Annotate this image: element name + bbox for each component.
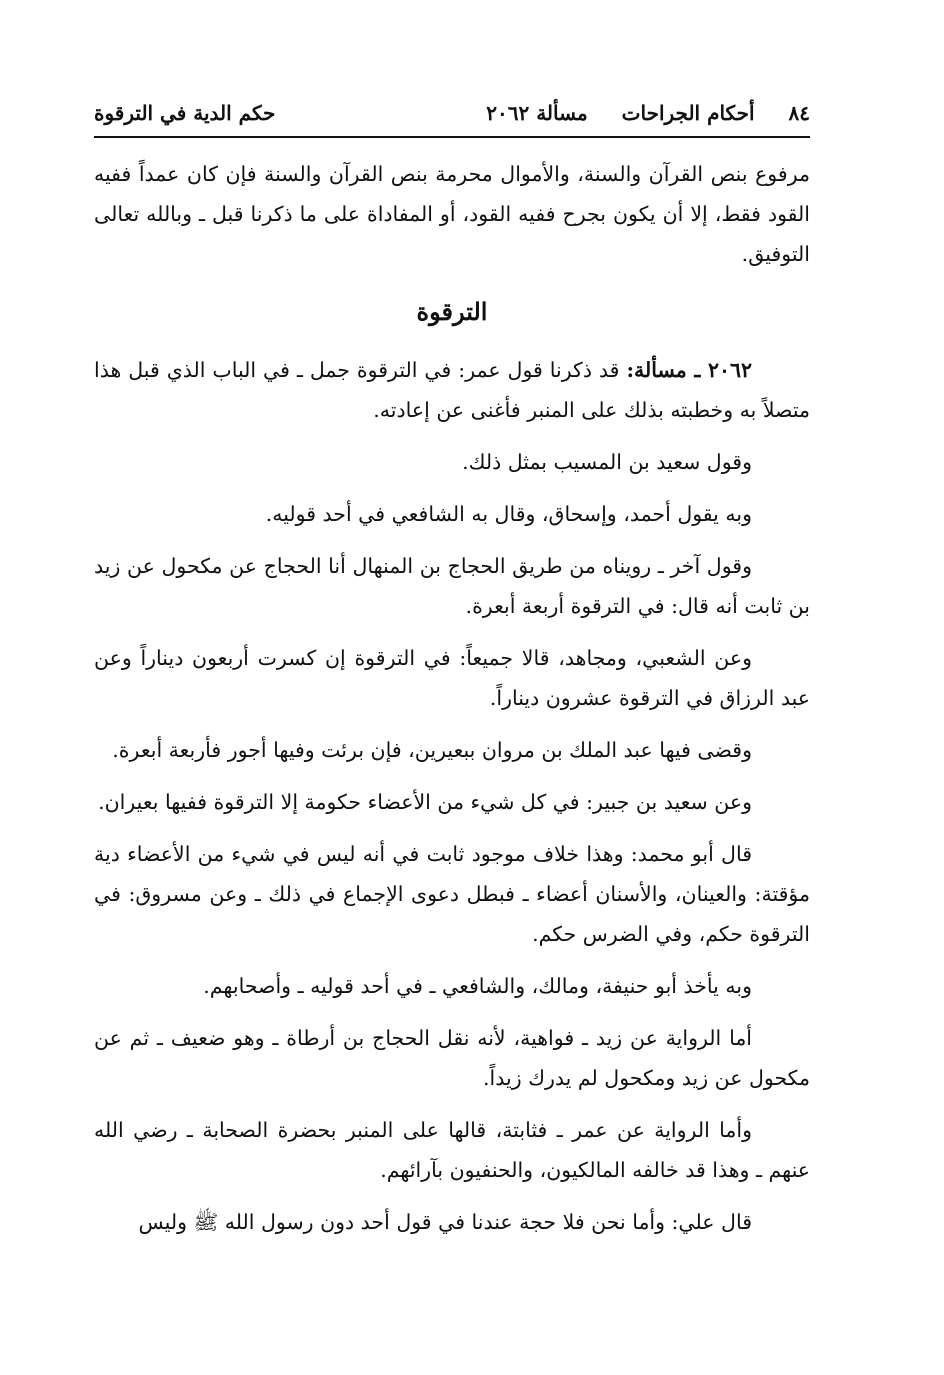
paragraph: وبه يقول أحمد، وإسحاق، وقال به الشافعي في أحد قوليه. <box>265 502 752 526</box>
page-header <box>94 92 810 134</box>
page-number: ٨٤ <box>788 101 810 125</box>
paragraph: وقول آخر ـ رويناه من طريق الحجاج بن المنهال أنا الحجاج عن مكحول عن زيد بن ثابت أنه قال: في الترقوة أربعة أبعرة. <box>94 554 810 618</box>
header-rule <box>94 136 810 138</box>
issue-label: مسألة ٢٠٦٢ <box>486 101 588 125</box>
paragraph: قال علي: وأما نحن فلا حجة عندنا في قول أحد دون رسول الله ﷺ وليس <box>138 1210 752 1234</box>
paragraph: وعن سعيد بن جبير: في كل شيء من الأعضاء حكومة إلا الترقوة ففيها بعيران. <box>98 790 752 814</box>
paragraph: قال أبو محمد: وهذا خلاف موجود ثابت في أنه ليس في شيء من الأعضاء دية مؤقتة: والعينان، والأسنان أعضاء ـ فبطل دعوى الإجماع في ذلك ـ وعن مسروق: في الترقوة حكم، وفي الضرس حكم. <box>94 842 810 946</box>
paragraph: وقول سعيد بن المسيب بمثل ذلك. <box>462 450 752 474</box>
paragraph: وقضى فيها عبد الملك بن مروان ببعيرين، فإن برئت وفيها أجور فأربعة أبعرة. <box>112 738 752 762</box>
page-body <box>94 154 810 1254</box>
paragraph: وأما الرواية عن عمر ـ فثابتة، قالها على المنبر بحضرة الصحابة ـ رضي الله عنهم ـ وهذا قد خالفه المالكيون، والحنفيون بآرائهم. <box>94 1118 810 1182</box>
paragraph: أما الرواية عن زيد ـ فواهية، لأنه نقل الحجاج بن أرطاة ـ وهو ضعيف ـ ثم عن مكحول عن زيد ومكحول لم يدرك زيداً. <box>94 1026 810 1090</box>
book-title: أحكام الجراحات <box>621 101 755 125</box>
section-title: الترقوة <box>416 297 488 326</box>
intro-paragraph: مرفوع بنص القرآن والسنة، والأموال محرمة بنص القرآن والسنة فإن كان عمداً ففيه القود فقط، إلا أن يكون بجرح ففيه القود، أو المفاداة على ما ذكرنا قبل ـ وبالله تعالى التوفيق. <box>94 162 810 266</box>
paragraph: وعن الشعبي، ومجاهد، قالا جميعاً: في الترقوة إن كسرت أربعون ديناراً وعن عبد الرزاق في الترقوة عشرون ديناراً. <box>94 646 810 710</box>
running-title: حكم الدية في الترقوة <box>94 101 276 125</box>
issue-text: قد ذكرنا قول عمر: في الترقوة جمل ـ في الباب الذي قبل هذا متصلاً به وخطبته بذلك على المنبر فأغنى عن إعادته. <box>94 358 810 422</box>
header-right-group <box>486 101 810 125</box>
issue-lead: ٢٠٦٢ ـ مسألة: <box>626 358 752 382</box>
issue-paragraph <box>94 350 810 430</box>
paragraph: وبه يأخذ أبو حنيفة، ومالك، والشافعي ـ في أحد قوليه ـ وأصحابهم. <box>203 974 752 998</box>
